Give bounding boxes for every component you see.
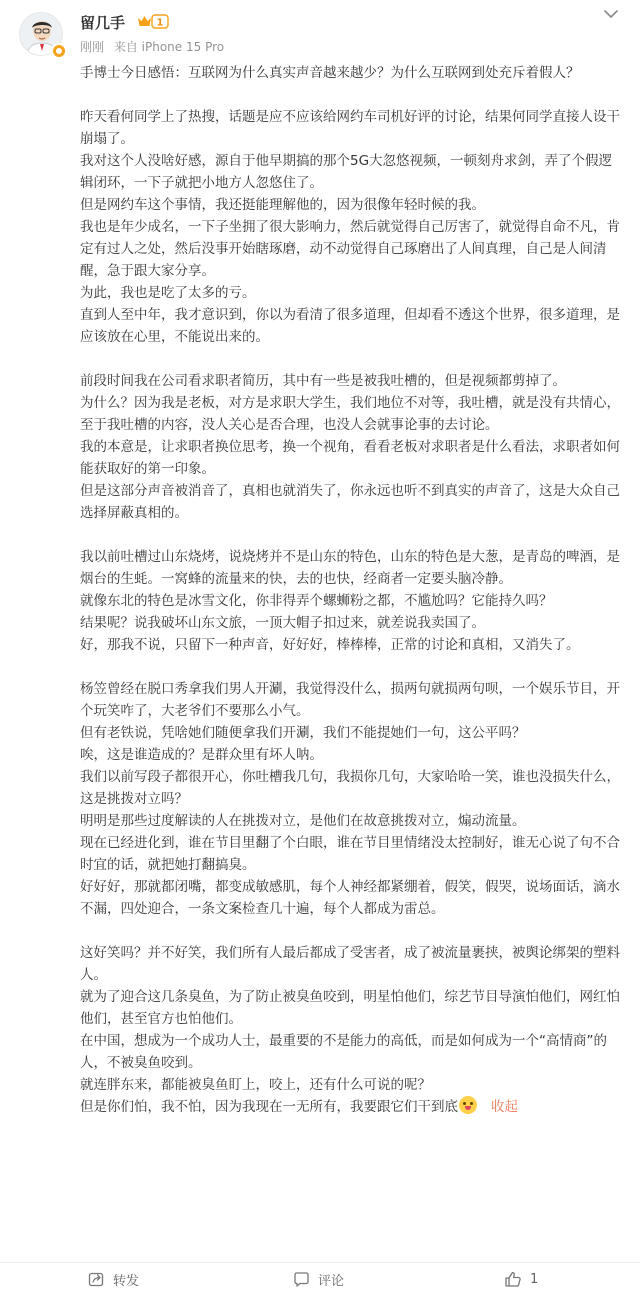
post-paragraph: 我也是年少成名，一下子坐拥了很大影响力，然后就觉得自己厉害了，就觉得自命不凡，肯定有过人之处，然后没事开始瞎琢磨，动不动觉得自己琢磨出了人间真理，自己是人间清醒，急于跟大家分享。 [80, 219, 620, 279]
collapse-link[interactable]: 收起 [491, 1099, 518, 1115]
paragraph-spacer [80, 656, 620, 678]
post-last-line [80, 1096, 620, 1118]
post-paragraph: 我的本意是，让求职者换位思考，换一个视角，看看老板对求职者是什么看法，求职者如何能获取好的第一印象。 [80, 439, 620, 477]
post-paragraph: 就为了迎合这几条臭鱼，为了防止被臭鱼咬到，明星怕他们，综艺节目导演怕他们，网红怕他们，甚至官方也怕他们。 [80, 989, 620, 1027]
paragraph-spacer [80, 920, 620, 942]
post-paragraph: 就像东北的特色是冰雪文化，你非得弄个螺蛳粉之都，不尴尬吗？它能持久吗？ [80, 593, 553, 609]
forward-icon [88, 1271, 105, 1288]
post-source: 来自 iPhone 15 Pro [113, 40, 225, 54]
chevron-down-icon[interactable] [599, 6, 623, 22]
post-paragraph: 好好好，那就都闭嘴，都变成敏感肌，每个人神经都紧绷着，假笑，假哭，说场面话，滴水不漏，四处迎合，一条文案检查几十遍，每个人都成为雷总。 [80, 879, 620, 917]
post-paragraph: 杨笠曾经在脱口秀拿我们男人开涮，我觉得没什么，损两句就损两句呗，一个娱乐节目，开个玩笑咋了，大老爷们不要那么小气。 [80, 681, 620, 719]
vip-crown-badge-icon[interactable] [137, 13, 169, 30]
post-paragraph: 但是这部分声音被消音了，真相也就消失了，你永远也听不到真实的声音了，这是大众自己选择屏蔽真相的。 [80, 483, 620, 521]
post-paragraph: 但是网约车这个事情，我还挺能理解他的，因为很像年轻时候的我。 [80, 197, 485, 213]
post-last-line-text: 但是你们怕，我不怕，因为我现在一无所有，我要跟它们干到底 [80, 1099, 458, 1115]
like-button[interactable] [504, 1269, 538, 1289]
post-paragraph: 为此，我也是吃了太多的亏。 [80, 285, 256, 301]
post-body [80, 62, 620, 1118]
post-paragraph: 就连胖东来，都能被臭鱼盯上，咬上，还有什么可说的呢？ [80, 1077, 431, 1093]
post-paragraph: 手博士今日感悟：互联网为什么真实声音越来越少？为什么互联网到处充斥着假人？ [80, 65, 580, 81]
post-paragraph: 直到人至中年，我才意识到，你以为看清了很多道理，但却看不透这个世界，很多道理，是应该放在心里，不能说出来的。 [80, 307, 620, 345]
post-time: 刚刚 [80, 40, 105, 54]
comment-icon [293, 1271, 310, 1288]
post-paragraph: 为什么？因为我是老板，对方是求职大学生，我们地位不对等，我吐槽，就是没有共情心，至于我吐槽的内容，没人关心是否合理，也没人会就事论事的去讨论。 [80, 395, 620, 433]
post-paragraph: 好，那我不说，只留下一种声音，好好好，棒棒棒，正常的讨论和真相，又消失了。 [80, 637, 580, 653]
paragraph-spacer [80, 84, 620, 106]
post-paragraph: 我对这个人没啥好感，源自于他早期搞的那个5G大忽悠视频，一顿刻舟求剑，弄了个假逻辑闭环，一下子就把小地方人忽悠住了。 [80, 153, 613, 191]
like-count: 1 [530, 1271, 539, 1287]
post-paragraph: 在中国，想成为一个成功人士，最重要的不是能力的高低，而是如何成为一个“高情商”的人，不被臭鱼咬到。 [80, 1033, 607, 1071]
action-bar [0, 1262, 640, 1293]
post-header [0, 0, 640, 62]
paragraph-spacer [80, 348, 620, 370]
post-paragraph: 明明是那些过度解读的人在挑拨对立，是他们在故意挑拨对立，煽动流量。 [80, 813, 526, 829]
post-paragraph: 前段时间我在公司看求职者简历，其中有一些是被我吐槽的，但是视频都剪掉了。 [80, 373, 566, 389]
comment-label: 评论 [318, 1273, 345, 1289]
post-meta [80, 38, 230, 55]
post-paragraph: 我们以前写段子都很开心，你吐槽我几句，我损你几句，大家哈哈一笑，谁也没损失什么，这是挑拨对立吗？ [80, 769, 620, 807]
forward-label: 转发 [113, 1273, 140, 1289]
post-paragraph: 唉，这是谁造成的？是群众里有坏人呐。 [80, 747, 323, 763]
verified-badge-icon [51, 43, 67, 59]
blush-emoji-icon [459, 1096, 477, 1114]
post-paragraphs [80, 62, 620, 1096]
vip-level: 1 [156, 17, 164, 29]
post-paragraph: 结果呢？说我破坏山东文旅，一顶大帽子扣过来，就差说我卖国了。 [80, 615, 485, 631]
forward-button[interactable] [88, 1269, 139, 1289]
username[interactable]: 留几手 [80, 14, 126, 32]
paragraph-spacer [80, 524, 620, 546]
post-paragraph: 我以前吐槽过山东烧烤，说烧烤并不是山东的特色，山东的特色是大葱，是青岛的啤酒，是烟台的生蚝。一窝蜂的流量来的快，去的也快，经商者一定要头脑冷静。 [80, 549, 620, 587]
post-paragraph: 昨天看何同学上了热搜，话题是应不应该给网约车司机好评的讨论，结果何同学直接人设干崩塌了。 [80, 109, 620, 147]
post-paragraph: 现在已经进化到，谁在节目里翻了个白眼，谁在节目里情绪没太控制好，谁无心说了句不合时宜的话，就把她打翻搞臭。 [80, 835, 620, 873]
post-paragraph: 这好笑吗？并不好笑，我们所有人最后都成了受害者，成了被流量裹挟，被舆论绑架的塑料人。 [80, 945, 620, 983]
comment-button[interactable] [293, 1269, 344, 1289]
thumbs-up-icon [504, 1270, 522, 1288]
post-paragraph: 但有老铁说，凭啥她们随便拿我们开涮，我们不能提她们一句，这公平吗？ [80, 725, 526, 741]
